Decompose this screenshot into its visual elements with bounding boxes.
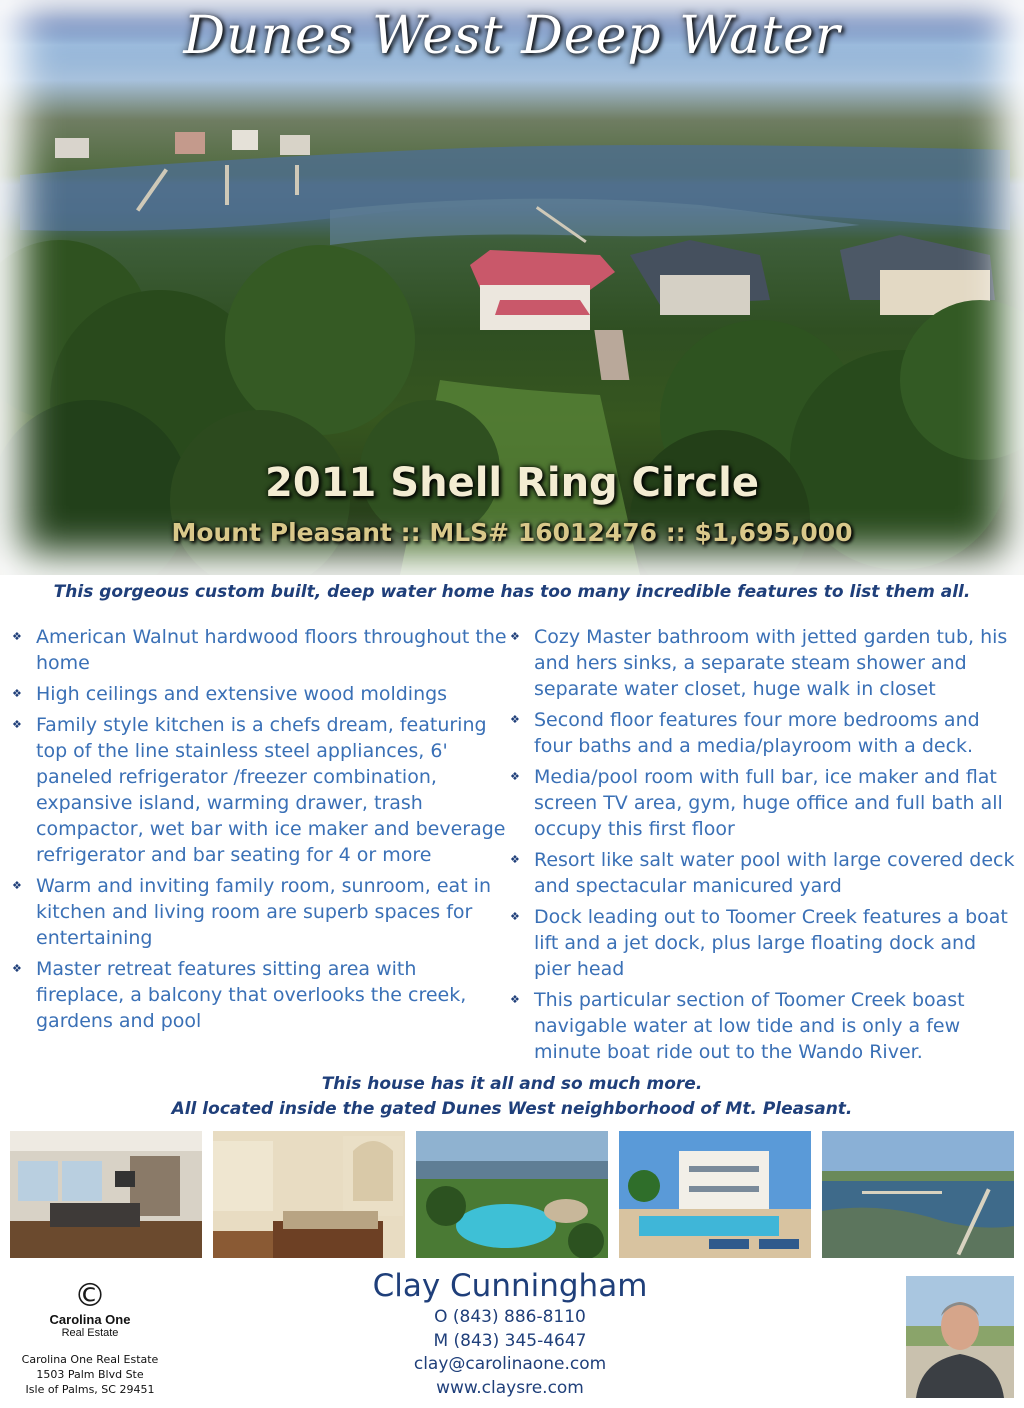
diamond-bullet-icon: ❖ bbox=[510, 713, 520, 726]
feature-text: Family style kitchen is a chefs dream, featuring top of the line stainless steel appliances, 6' paneled refrigerator /freezer combination, expansive island, warming drawer, trash compactor, wet bar with ice maker and beverage refrigerator and bar seating for 4 or more bbox=[36, 714, 506, 866]
list-item bbox=[12, 873, 510, 951]
hero-aerial-photo bbox=[0, 0, 1024, 575]
diamond-bullet-icon: ❖ bbox=[12, 687, 22, 700]
logo-name: Carolina One bbox=[49, 1312, 131, 1327]
office-address bbox=[10, 1352, 170, 1397]
list-item bbox=[12, 624, 510, 676]
diamond-bullet-icon: ❖ bbox=[510, 630, 520, 643]
feature-text: Resort like salt water pool with large covered deck and spectacular manicured yard bbox=[534, 849, 1015, 897]
closing-line-1: This house has it all and so much more. bbox=[321, 1074, 703, 1094]
agent-headshot-photo bbox=[906, 1276, 1014, 1398]
list-item bbox=[510, 847, 1018, 899]
diamond-bullet-icon: ❖ bbox=[510, 853, 520, 866]
intro-text: This gorgeous custom built, deep water home has too many incredible features to list them all. bbox=[53, 582, 971, 602]
features-right-list bbox=[510, 624, 1018, 1070]
diamond-bullet-icon: ❖ bbox=[510, 770, 520, 783]
feature-text: High ceilings and extensive wood moldings bbox=[36, 683, 448, 705]
diamond-bullet-icon: ❖ bbox=[510, 993, 520, 1006]
feature-text: Warm and inviting family room, sunroom, eat in kitchen and living room are superb spaces for entertaining bbox=[36, 875, 492, 949]
mobile-phone[interactable]: M (843) 345-4647 bbox=[433, 1330, 587, 1351]
diamond-bullet-icon: ❖ bbox=[12, 962, 22, 975]
feature-text: American Walnut hardwood floors throughout the home bbox=[36, 626, 507, 674]
list-item bbox=[12, 712, 510, 868]
agent-website-link[interactable]: www.claysre.com bbox=[436, 1377, 584, 1398]
closing-line-2: All located inside the gated Dunes West neighborhood of Mt. Pleasant. bbox=[171, 1099, 853, 1119]
office-phone[interactable]: O (843) 886-8110 bbox=[434, 1307, 586, 1327]
hero-title: Dunes West Deep Water bbox=[183, 6, 841, 66]
features-left-list bbox=[12, 624, 510, 1039]
closing-text bbox=[0, 1072, 1024, 1122]
copyright-logo-icon: © bbox=[74, 1276, 106, 1314]
diamond-bullet-icon: ❖ bbox=[12, 879, 22, 892]
diamond-bullet-icon: ❖ bbox=[510, 910, 520, 923]
logo-subtitle: Real Estate bbox=[61, 1327, 119, 1339]
list-item bbox=[510, 624, 1018, 702]
feature-text: Second floor features four more bedrooms and four baths and a media/playroom with a deck. bbox=[534, 709, 980, 757]
pool-house-photo bbox=[619, 1131, 811, 1258]
feature-text: Media/pool room with full bar, ice maker and flat screen TV area, gym, huge office and full bath all occupy this first floor bbox=[534, 766, 1003, 840]
feature-text: Cozy Master bathroom with jetted garden tub, his and hers sinks, a separate steam shower and separate water closet, huge walk in closet bbox=[534, 626, 1008, 700]
property-subtitle: Mount Pleasant :: MLS# 16012476 :: $1,695,000 bbox=[171, 518, 853, 547]
office-city: Isle of Palms, SC 29451 bbox=[25, 1383, 155, 1396]
marsh-dock-photo bbox=[822, 1131, 1014, 1258]
kitchen-photo bbox=[213, 1131, 405, 1258]
brokerage-logo bbox=[30, 1278, 150, 1340]
list-item bbox=[510, 987, 1018, 1065]
agent-email-link[interactable]: clay@carolinaone.com bbox=[413, 1354, 607, 1374]
feature-text: Dock leading out to Toomer Creek features a boat lift and a jet dock, plus large floating dock and pier head bbox=[534, 906, 1008, 980]
feature-text: Master retreat features sitting area with fireplace, a balcony that overlooks the creek, gardens and pool bbox=[36, 958, 467, 1032]
list-item bbox=[12, 956, 510, 1034]
feature-text: This particular section of Toomer Creek boast navigable water at low tide and is only a few minute boat ride out to the Wando River. bbox=[534, 989, 965, 1063]
living-room-photo bbox=[10, 1131, 202, 1258]
list-item bbox=[12, 681, 510, 707]
pool-aerial-photo bbox=[416, 1131, 608, 1258]
agent-name: Clay Cunningham bbox=[372, 1268, 648, 1304]
diamond-bullet-icon: ❖ bbox=[12, 718, 22, 731]
diamond-bullet-icon: ❖ bbox=[12, 630, 22, 643]
property-address: 2011 Shell Ring Circle bbox=[265, 460, 759, 506]
list-item bbox=[510, 904, 1018, 982]
office-street: 1503 Palm Blvd Ste bbox=[36, 1368, 144, 1381]
agent-contact bbox=[330, 1266, 690, 1400]
office-name: Carolina One Real Estate bbox=[21, 1353, 159, 1366]
list-item bbox=[510, 764, 1018, 842]
list-item bbox=[510, 707, 1018, 759]
